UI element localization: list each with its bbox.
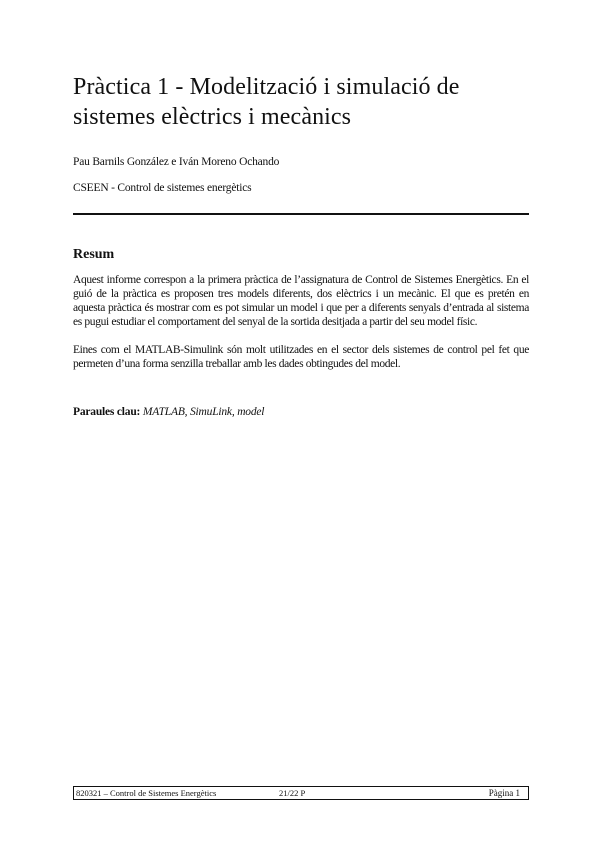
keywords-values: MATLAB, SimuLink, model [142,406,265,418]
page-footer [73,786,529,800]
document-title: Pràctica 1 - Modelització i simulació de sistemes elèctrics i mecànics [73,74,460,130]
footer-semester: 21/22 P [279,788,306,798]
abstract-body [73,273,529,385]
abstract-paragraph: Eines com el MATLAB-Simulink són molt utilitzades en el sector dels sistemes de control pel fet que permeten d’una forma senzilla treballar amb les dades obtingudes del model. [73,344,529,370]
abstract-heading: Resum [73,247,115,262]
header-divider [73,213,529,215]
footer-course-code: 820321 – Control de Sistemes Energètics [76,788,217,798]
keywords-label: Paraules clau: [73,406,143,418]
footer-page-number: Pàgina 1 [488,788,520,798]
abstract-paragraph: Aquest informe correspon a la primera pràctica de l’assignatura de Control de Sistemes Energètics. En el guió de la pràctica es proposen tres models diferents, dos elèctrics i un mecànic. El que es pretén en aquesta pràctica és mostrar com es pot simular un model i que per a diferents senyals d’entrada al sistema es pugui estudiar el comportament del senyal de la sortida desitjada a partir del seu model físic. [73,274,529,328]
keywords-line [73,405,264,419]
authors-line: Pau Barnils González e Iván Moreno Ochando [73,156,280,168]
course-line: CSEEN - Control de sistemes energètics [73,182,252,194]
